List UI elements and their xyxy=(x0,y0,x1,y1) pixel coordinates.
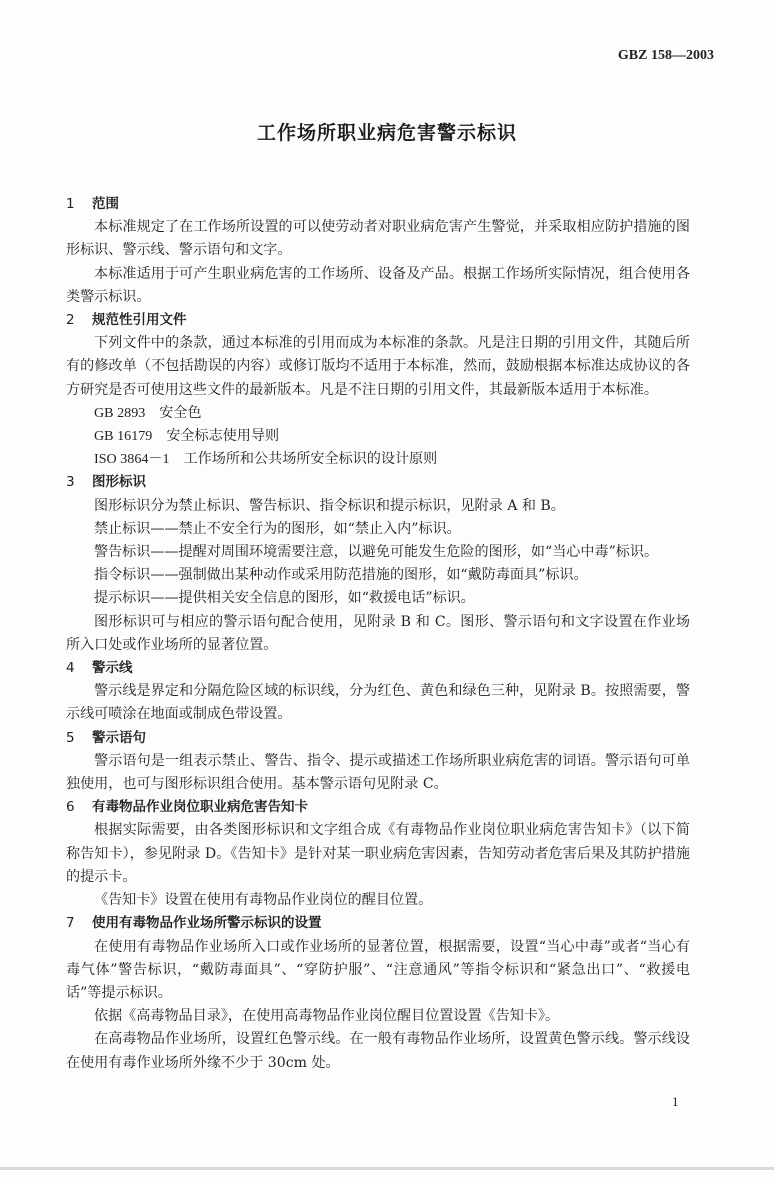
reference-code: ISO 3864－1 xyxy=(94,451,170,468)
standard-code: GBZ 158—2003 xyxy=(617,48,714,63)
section-heading xyxy=(66,912,690,935)
section-number: 1 xyxy=(66,196,75,212)
reference-code: GB 2893 xyxy=(94,404,146,421)
reference-title: 安全色 xyxy=(159,404,202,421)
section-title: 图形标识 xyxy=(92,474,146,491)
section-title: 范围 xyxy=(92,196,119,212)
reference-item xyxy=(66,425,690,448)
section-heading xyxy=(66,727,690,750)
reference-item xyxy=(66,448,690,471)
paragraph: 下列文件中的条款，通过本标准的引用而成为本标准的条款。凡是注日期的引用文件，其随后所有的修改单（不包括勘误的内容）或修订版均不适用于本标准，然而，鼓励根据本标准达成协议的各方研究是否可使用这些文件的最新版本。凡是不注日期的引用文件，其最新版本适用于本标准。 xyxy=(66,335,690,398)
paragraph: 提示标识——提供相关安全信息的图形，如“救援电话”标识。 xyxy=(94,590,475,607)
section-number: 3 xyxy=(66,474,75,491)
section-number: 2 xyxy=(66,312,75,329)
paragraph: 本标准适用于可产生职业病危害的工作场所、设备及产品。根据工作场所实际情况，组合使用各类警示标识。 xyxy=(66,265,690,305)
paragraph: 在使用有毒物品作业场所入口或作业场所的显著位置，根据需要，设置“当心中毒”或者“当心有毒气体”警告标识，“戴防毒面具”、“穿防护服”、“注意通风”等指令标识和“紧急出口”、“救援电话”等提示标识。 xyxy=(66,938,690,1001)
section-number: 6 xyxy=(66,799,75,816)
paragraph: 警示语句是一组表示禁止、警告、指令、提示或描述工作场所职业病危害的词语。警示语句可单独使用，也可与图形标识组合使用。基本警示语句见附录 C。 xyxy=(66,752,690,793)
document-body xyxy=(66,193,690,1075)
section-title: 使用有毒物品作业场所警示标识的设置 xyxy=(92,915,322,932)
section-title: 警示语句 xyxy=(92,729,146,746)
reference-item xyxy=(66,402,690,425)
page-number: 1 xyxy=(672,1093,679,1109)
section-heading xyxy=(66,796,690,819)
paragraph: 警示线是界定和分隔危险区域的标识线，分为红色、黄色和绿色三种，见附录 B。按照需要，警示线可喷涂在地面或制成色带设置。 xyxy=(66,683,690,723)
paragraph: 图形标识分为禁止标识、警告标识、指令标识和提示标识，见附录 A 和 B。 xyxy=(94,497,565,514)
paragraph: 根据实际需要，由各类图形标识和文字组合成《有毒物品作业岗位职业病危害告知卡》（以下简称告知卡），参见附录 D。《告知卡》是针对某一职业病危害因素，告知劳动者危害后果及其防护措施的提示卡。 xyxy=(66,822,690,885)
document-title: 工作场所职业病危害警示标识 xyxy=(256,122,517,144)
section-heading xyxy=(66,309,690,332)
section-number: 4 xyxy=(66,660,75,677)
paragraph: 《告知卡》设置在使用有毒物品作业岗位的醒目位置。 xyxy=(94,892,433,909)
section-title: 规范性引用文件 xyxy=(92,312,187,329)
reference-title: 安全标志使用导则 xyxy=(166,428,280,445)
paragraph: 在高毒物品作业场所，设置红色警示线。在一般有毒物品作业场所，设置黄色警示线。警示线设在使用有毒作业场所外缘不少于 30cm 处。 xyxy=(66,1031,690,1071)
paragraph: 本标准规定了在工作场所设置的可以使劳动者对职业病危害产生警觉，并采取相应防护措施的图形标识、警示线、警示语句和文字。 xyxy=(66,219,690,259)
reference-title: 工作场所和公共场所安全标识的设计原则 xyxy=(183,451,438,468)
section-heading xyxy=(66,471,690,494)
section-heading xyxy=(66,193,690,216)
paragraph: 图形标识可与相应的警示语句配合使用，见附录 B 和 C。图形、警示语句和文字设置在作业场所入口处或作业场所的显著位置。 xyxy=(66,613,690,653)
paragraph: 指令标识——强制做出某种动作或采用防范措施的图形，如“戴防毒面具”标识。 xyxy=(94,567,588,584)
reference-code: GB 16179 xyxy=(94,428,153,445)
page-bottom-rule xyxy=(0,1167,774,1170)
section-number: 5 xyxy=(66,729,75,746)
section-title: 警示线 xyxy=(92,660,133,677)
paragraph: 警告标识——提醒对周围环境需要注意，以避免可能发生危险的图形，如“当心中毒”标识。 xyxy=(94,544,659,561)
section-heading xyxy=(66,657,690,680)
section-number: 7 xyxy=(66,915,75,932)
section-title: 有毒物品作业岗位职业病危害告知卡 xyxy=(92,799,308,816)
paragraph: 依据《高毒物品目录》，在使用高毒物品作业岗位醒目位置设置《告知卡》。 xyxy=(94,1008,560,1025)
paragraph: 禁止标识——禁止不安全行为的图形，如“禁止入内”标识。 xyxy=(94,520,461,537)
